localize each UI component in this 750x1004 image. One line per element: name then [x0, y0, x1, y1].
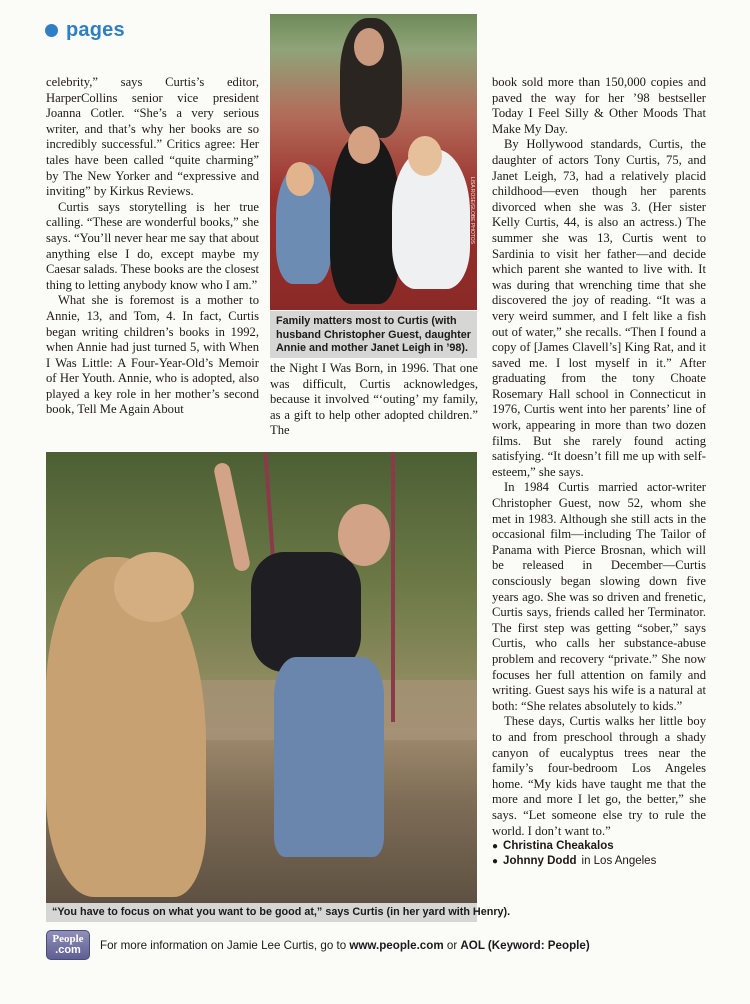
article-paragraph: celebrity,” says Curtis’s editor, HarperCollins senior vice president Joanna Cotler. “She’s a very serious writer, and that’s why her books are so incredibly successful.” Critics agree: Her tales have been called “quite charming” by The New Yorker and “expressive and inviting” by Kirkus Reviews.: [46, 75, 259, 199]
footer: [46, 930, 706, 960]
swing-photo: [46, 452, 477, 903]
photo-figure: [286, 162, 314, 196]
aol-keyword[interactable]: AOL (Keyword: People): [460, 938, 590, 952]
bullet-icon: ●: [492, 841, 499, 853]
family-photo-caption: Family matters most to Curtis (with husband Christopher Guest, daughter Annie and mother Janet Leigh in ’98).: [270, 311, 477, 358]
photo-figure: [338, 504, 390, 566]
byline: [492, 854, 706, 869]
article-paragraph: These days, Curtis walks her little boy to and from preschool through a shady canyon of eucalyptus trees near the family’s four-bedroom Los Angeles home. “My kids have taught me that the more and more I let go, the better,” she says. “Let someone else try to rule the world. I don’t want to.”: [492, 714, 706, 838]
swing-rope: [391, 452, 395, 722]
byline-name: Johnny Dodd: [503, 855, 577, 868]
article-paragraph: What she is foremost is a mother to Annie, 13, and Tom, 4. In fact, Curtis began writing children’s books in 1992, when Annie had just turned 5, with When I Was Little: A Four-Year-Old’s Memoir of Her Youth. Annie, who is adopted, also played a key role in her mother’s second book, Tell Me Again About: [46, 293, 259, 417]
article-column-3: [492, 75, 706, 915]
article-paragraph: Curtis says storytelling is her true calling. “These are wonderful books,” she says. “You’ll never hear me say that about anything else I do, except maybe my Caesar salads. These books are the closest thing to letting anybody know who I am.”: [46, 199, 259, 292]
article-column-1: [46, 75, 259, 445]
footer-mid: or: [443, 938, 461, 952]
photo-figure: [213, 462, 252, 573]
family-photo: [270, 14, 477, 310]
photo-figure: [274, 657, 384, 857]
logo-line-1: People: [52, 933, 84, 945]
website-link[interactable]: www.people.com: [349, 938, 444, 952]
byline-location: in Los Angeles: [581, 855, 657, 868]
byline: [492, 839, 706, 854]
section-label: pages: [66, 19, 125, 41]
byline-name: Christina Cheakalos: [503, 840, 614, 853]
article-paragraph: book sold more than 150,000 copies and paved the way for her ’98 bestseller Today I Feel Silly & Other Moods That Make My Day.: [492, 75, 706, 136]
photo-figure: [348, 126, 380, 164]
logo-line-2: .com: [55, 944, 81, 956]
people-com-logo[interactable]: [46, 930, 90, 960]
photo-figure: [354, 28, 384, 66]
bylines: [492, 839, 706, 869]
dog-figure: [114, 552, 194, 622]
bullet-icon: ●: [492, 856, 499, 868]
article-paragraph: By Hollywood standards, Curtis, the daughter of actors Tony Curtis, 75, and Janet Leigh, 73, had a relatively placid childhood—even though her parents divorced when she was 3. (Her sister Kelly Curtis, 44, is also an actress.) The summer she was 13, Curtis went to Sardinia to visit her father—and decide which parent she wanted to live with. It was during that wrenching time that she discovered the joy of reading. “It was a very weird summer, and I felt like a fish out of water,” she recalls. “Then I found a copy of [James Clavell’s] King Rat, and it saved me. I lost myself in it.” After graduating from the tony Choate Rosemary Hall school in Connecticut in 1976, Curtis went into her parents’ line of work, appearing in more than two dozen films. But she rarely found acting satisfying. “It doesn’t fill me up with self-esteem,” she says.: [492, 137, 706, 479]
footer-prefix: For more information on Jamie Lee Curtis, go to: [100, 938, 350, 952]
swing-photo-caption: “You have to focus on what you want to be good at,” says Curtis (in her yard with Henry).: [46, 903, 477, 922]
photo-credit: LISA ROSE/GLOBE PHOTOS: [469, 176, 475, 244]
bullet-dot-icon: [45, 24, 58, 37]
photo-figure: [251, 552, 361, 672]
article-paragraph: the Night I Was Born, in 1996. That one was difficult, Curtis acknowledges, because it involved “‘outing’ my family, as a gift to help other adopted children.” The: [270, 361, 478, 438]
section-header: [45, 19, 125, 42]
article-paragraph: In 1984 Curtis married actor-writer Christopher Guest, now 52, whom she met in 1983. Although she still acts in the occasional film—including The Tailor of Panama with Pierce Brosnan, which will be released in December—Curtis consciously began slowing down five years ago. She was so driven and frenetic, Curtis says, friends called her Terminator. The first step was getting “sober,” says Curtis, who calls her substance-abuse problem and recovery “private.” She now focuses her full attention on family and writing. Guest says his wife is a natural at both: “She relates absolutely to kids.”: [492, 480, 706, 713]
article-column-2: [270, 361, 478, 443]
photo-figure: [408, 136, 442, 176]
footer-text: [100, 939, 590, 952]
